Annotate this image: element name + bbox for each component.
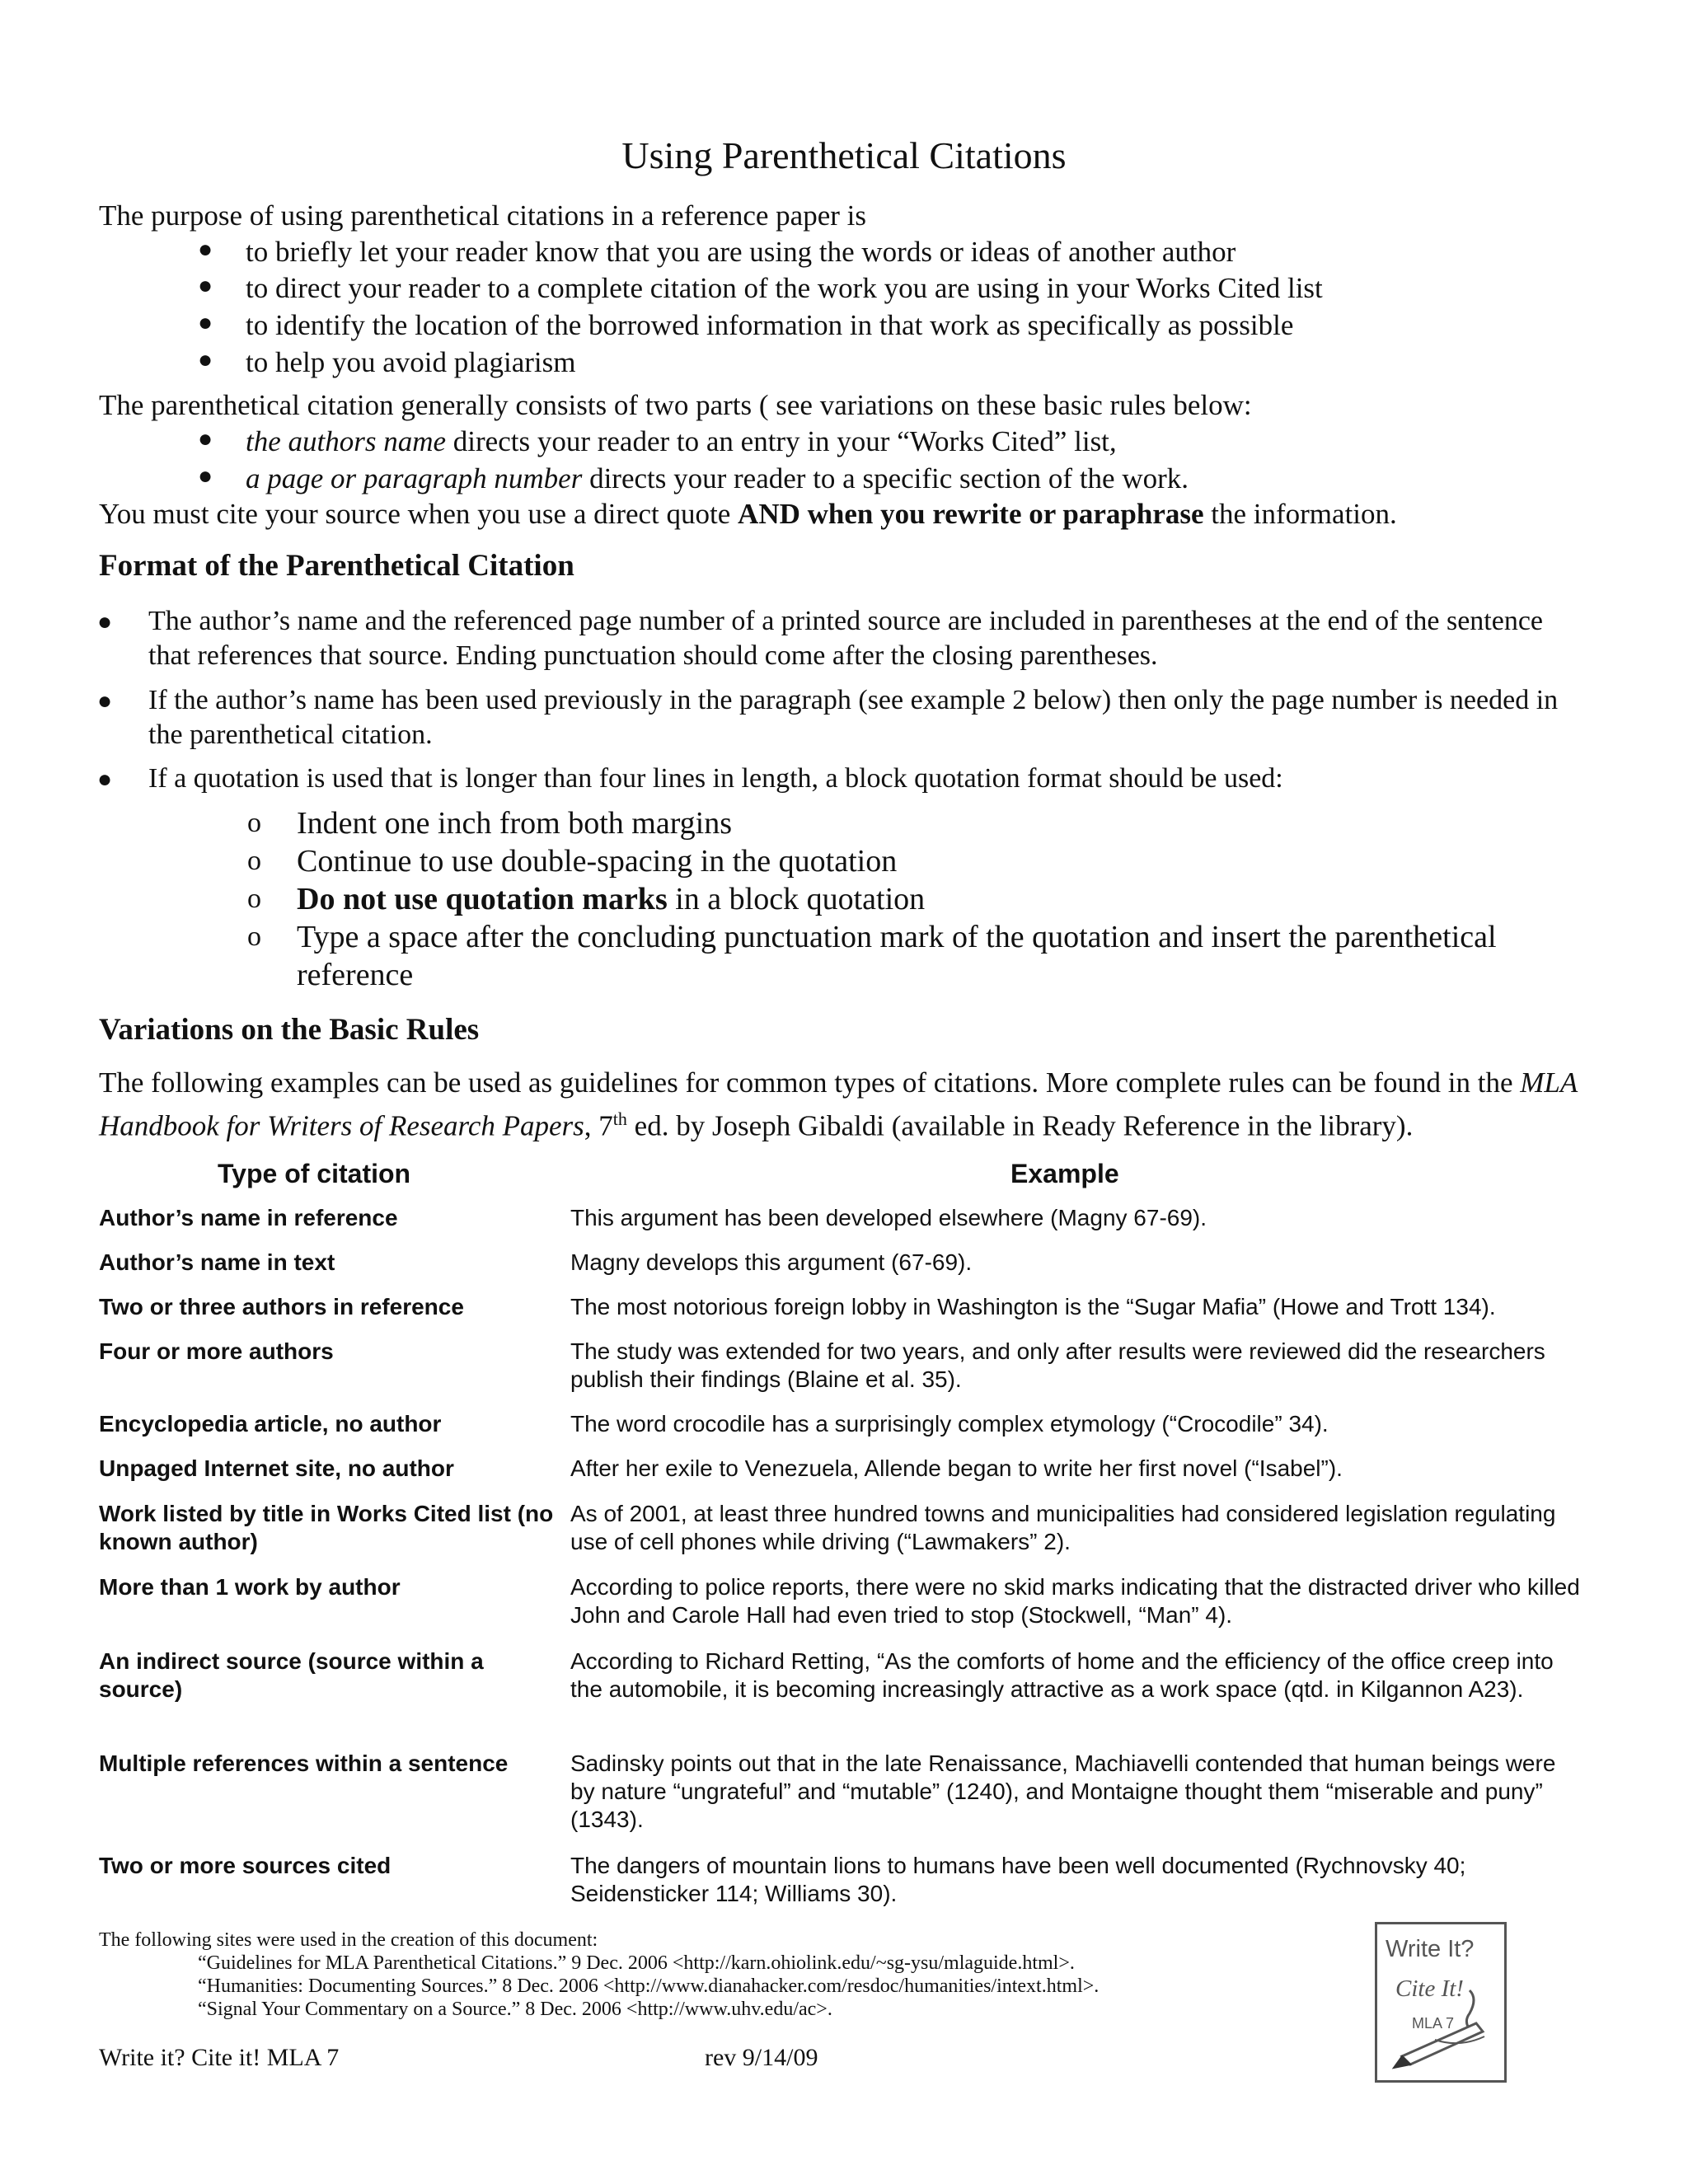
table-row-type: Multiple references within a sentence: [99, 1750, 509, 1776]
format-item: The author’s name and the referenced page number of a printed source are included in parentheses at the end of the sentence that references that source. Ending punctuation should come after the closing parentheses.: [148, 606, 1544, 671]
bullet-icon: ●: [198, 272, 213, 299]
must-pre: You must cite your source when you use a direct quote: [99, 498, 738, 530]
table-row-type: Unpaged Internet site, no author: [99, 1455, 454, 1481]
table-row-example: As of 2001, at least three hundred towns and municipalities had considered legislation regulating use of cell phones while driving (“Lawmakers” 2).: [570, 1501, 1556, 1554]
table-row-type: Author’s name in text: [99, 1249, 335, 1275]
table-row-example: Sadinsky points out that in the late Renaissance, Machiavelli contended that human beings were by nature “ungrateful” and “mutable” (1240), and Montaigne thought them “miserable and puny” (1343).: [570, 1750, 1556, 1832]
purpose-item: to help you avoid plagiarism: [246, 346, 576, 378]
variations-intro-text: The following examples can be used as guidelines for common types of citations. More complete rules can be found in the: [99, 1066, 1521, 1099]
block-quote-rule: Continue to use double-spacing in the quotation: [297, 844, 898, 879]
purpose-item: to direct your reader to a complete citation of the work you are using in your Works Cited list: [246, 272, 1323, 304]
source-item: “Signal Your Commentary on a Source.” 8 Dec. 2006 <http://www.uhv.edu/ac>.: [198, 1999, 832, 2020]
edition-superscript: th: [612, 1108, 627, 1129]
pencil-icon: [1377, 1924, 1504, 2080]
parts-item-author-rest: directs your reader to an entry in your “Works Cited” list: [446, 425, 1109, 457]
page-title: Using Parenthetical Citations: [621, 134, 1067, 176]
table-row-example: After her exile to Venezuela, Allende began to write her first novel (“Isabel”).: [570, 1455, 1343, 1481]
purpose-intro: The purpose of using parenthetical citations in a reference paper is: [99, 199, 867, 232]
must-cite-statement: [99, 496, 1397, 532]
table-row-type: Encyclopedia article, no author: [99, 1411, 442, 1436]
bullet-icon: ●: [97, 608, 113, 635]
parts-item-page-em: a page or paragraph number: [246, 462, 583, 494]
source-item: “Humanities: Documenting Sources.” 8 Dec. 2006 <http://www.dianahacker.com/resdoc/humanities/intext.html>.: [198, 1975, 1100, 1997]
table-row-example: The dangers of mountain lions to humans have been well documented (Rychnovsky 40; Seidensticker 114; Williams 30).: [570, 1853, 1466, 1906]
parts-item-page-rest: directs your reader to a specific section of the work.: [582, 462, 1189, 494]
format-item: If a quotation is used that is longer than four lines in length, a block quotation format should be used:: [148, 763, 1283, 794]
edition-prefix: , 7: [584, 1109, 613, 1142]
parts-item-author: [246, 424, 1117, 460]
block-quote-rule-rest: in a block quotation: [667, 882, 926, 916]
table-row-example: The word crocodile has a surprisingly complex etymology (“Crocodile” 34).: [570, 1411, 1329, 1436]
table-row-type: Four or more authors: [99, 1338, 334, 1364]
bullet-icon: ●: [198, 462, 213, 490]
bullet-icon: ●: [97, 766, 113, 793]
table-row-type: Two or three authors in reference: [99, 1294, 464, 1319]
table-row-type: Work listed by title in Works Cited list (no known author): [99, 1501, 554, 1554]
table-row-type: More than 1 work by author: [99, 1574, 401, 1600]
table-row-type: Two or more sources cited: [99, 1853, 392, 1878]
footer-revision: rev 9/14/09: [705, 2044, 818, 2071]
bullet-icon: ●: [198, 346, 213, 373]
logo-line-1: Write It?: [1386, 1936, 1475, 1962]
table-row-example: This argument has been developed elsewhere (Magny 67-69).: [570, 1205, 1207, 1230]
circle-bullet-icon: o: [247, 921, 261, 952]
purpose-item: to briefly let your reader know that you are using the words or ideas of another author: [246, 236, 1236, 268]
bullet-icon: ●: [198, 425, 213, 452]
source-item: “Guidelines for MLA Parenthetical Citations.” 9 Dec. 2006 <http://karn.ohiolink.edu/~sg-ysu/mlaguide.html>.: [198, 1952, 1075, 1974]
table-row-example: Magny develops this argument (67-69).: [570, 1249, 973, 1275]
table-row-type: Author’s name in reference: [99, 1205, 398, 1230]
must-post: the information.: [1203, 498, 1397, 530]
block-quote-rule: [297, 880, 1582, 918]
purpose-item: to identify the location of the borrowed information in that work as specifically as possible: [246, 309, 1294, 341]
write-it-cite-it-logo: [1375, 1922, 1507, 2083]
variations-intro: [99, 1065, 1607, 1145]
parts-item-author-end: ,: [1109, 425, 1117, 457]
must-bold: AND when you rewrite or paraphrase: [738, 498, 1204, 530]
table-row-type: An indirect source (source within a source): [99, 1648, 484, 1702]
footer-title: Write it? Cite it! MLA 7: [99, 2044, 340, 2071]
bullet-icon: ●: [198, 236, 213, 263]
circle-bullet-icon: o: [247, 846, 261, 876]
column-header-example: Example: [1010, 1159, 1119, 1188]
block-quote-rule: Indent one inch from both margins: [297, 806, 733, 841]
parts-item-page: [246, 461, 1189, 497]
table-row-example: According to Richard Retting, “As the comforts of home and the efficiency of the office creep into the automobile, it is becoming increasingly attractive as a work space (qtd. in Kilgannon A23).: [570, 1648, 1554, 1702]
circle-bullet-icon: o: [247, 883, 261, 914]
block-quote-rule-bold: Do not use quotation marks: [297, 882, 668, 916]
variations-intro-end: ed. by Joseph Gibaldi (available in Ready Reference in the library).: [626, 1109, 1414, 1142]
circle-bullet-icon: o: [247, 808, 261, 838]
table-row-example: The study was extended for two years, and only after results were reviewed did the researchers publish their findings (Blaine et al. 35).: [570, 1338, 1545, 1392]
table-row-example: According to police reports, there were no skid marks indicating that the distracted driver who killed John and Carole Hall had even tried to stop (Stockwell, “Man” 4).: [570, 1574, 1580, 1628]
logo-line-3: MLA 7: [1412, 2015, 1455, 2032]
column-header-type: Type of citation: [218, 1159, 411, 1188]
format-item: If the author’s name has been used previously in the paragraph (see example 2 below) then only the page number is needed in the parenthetical citation.: [148, 685, 1559, 750]
sources-intro: The following sites were used in the creation of this document:: [99, 1929, 598, 1951]
block-quote-rule: Type a space after the concluding punctuation mark of the quotation and insert the parenthetical reference: [297, 920, 1497, 992]
parts-item-author-em: the authors name: [246, 425, 447, 457]
variations-heading: Variations on the Basic Rules: [99, 1013, 480, 1047]
table-row-example: The most notorious foreign lobby in Washington is the “Sugar Mafia” (Howe and Trott 134).: [570, 1294, 1496, 1319]
format-heading: Format of the Parenthetical Citation: [99, 549, 574, 583]
logo-line-2: Cite It!: [1395, 1975, 1464, 2002]
handbook-title: MLA Handbook for Writers of Research Papers: [99, 1066, 1578, 1142]
parts-intro: The parenthetical citation generally consists of two parts ( see variations on these basic rules below:: [99, 389, 1252, 421]
bullet-icon: ●: [97, 687, 113, 715]
bullet-icon: ●: [198, 309, 213, 336]
